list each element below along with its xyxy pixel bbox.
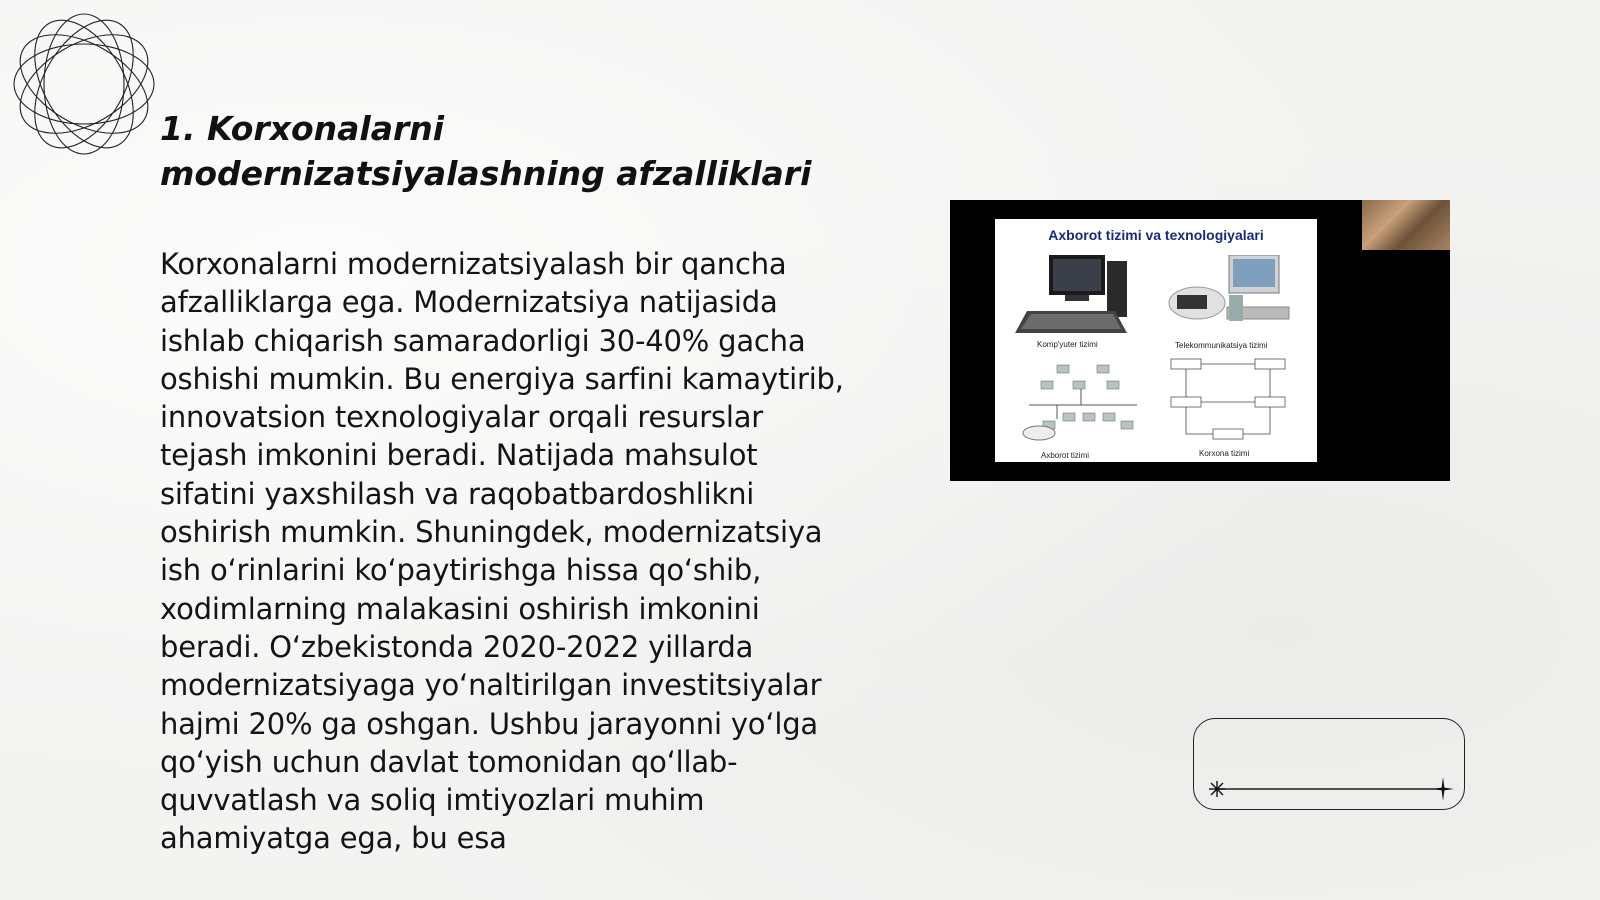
computer-icon [1015, 251, 1145, 341]
caption-enterprise-system: Korxona tizimi [1199, 449, 1250, 458]
telecom-icon [1167, 255, 1297, 337]
caption-computer: Komp'yuter tizimi [1037, 340, 1098, 349]
webcam-thumbnail [1362, 200, 1450, 250]
network-icon [1017, 361, 1147, 445]
timeline-box [1193, 718, 1465, 810]
slide-title: 1. Korxonalarni modernizatsiyalashning afzalliklari [160, 109, 812, 193]
inner-slide-title: Axborot tizimi va texnologiyalari [1048, 227, 1264, 243]
inner-slide [995, 219, 1317, 462]
slide-body-text: Korxonalarni modernizatsiyalash bir qancha afzalliklarga ega. Modernizatsiya natijasida ishlab chiqarish samaradorligi 30-40% gacha oshishi mumkin. Bu energiya sarfini kamaytirib, innovatsion texnologiyalar orqali resurslar tejash imkonini beradi. Natijada mahsulot sifatini yaxshilash va raqobatbardoshlikni oshirish mumkin. Shuningdek, modernizatsiya ish o‘rinlarini ko‘paytirishga hissa qo‘shib, xodimlarning malakasini oshirish imkonini beradi. O‘zbekistonda 2020-2022 yillarda modernizatsiyaga yo‘naltirilgan investitsiyalar hajmi 20% ga oshgan. Ushbu jarayonni yo‘lga qo‘yish uchun davlat tomonidan qo‘llab-quvvatlash va soliq imtiyozlari muhim ahamiyatga ega, bu esa [160, 247, 844, 856]
sparkle-icon [1208, 780, 1226, 798]
caption-telecom: Telekommunikatsiya tizimi [1175, 341, 1268, 350]
four-point-star-icon [1432, 777, 1454, 801]
video-frame[interactable] [950, 200, 1450, 481]
enterprise-diagram-icon [1169, 357, 1299, 441]
caption-info-system: Axborot tizimi [1041, 451, 1090, 460]
orbit-circles-icon [10, 10, 158, 158]
